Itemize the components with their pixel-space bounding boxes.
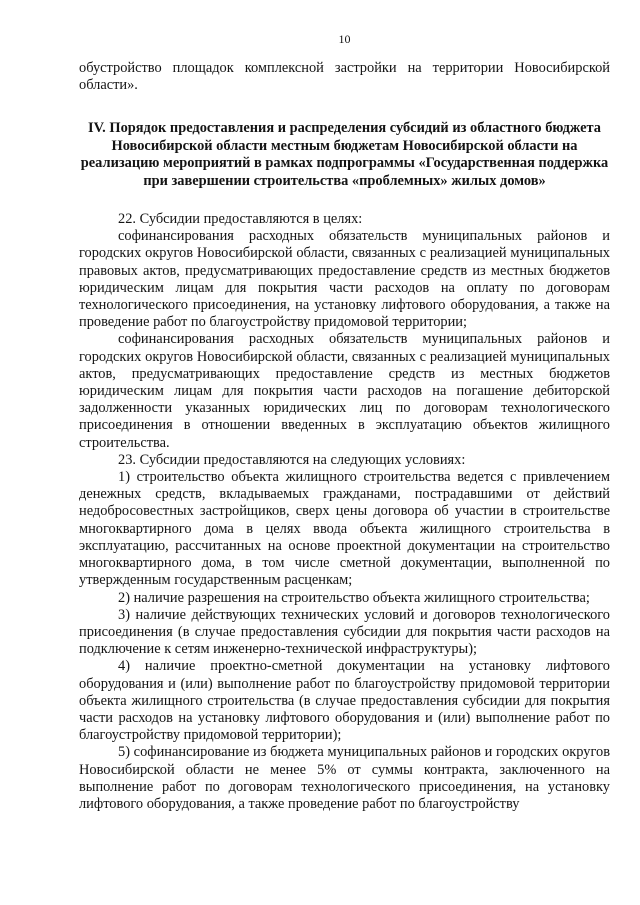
paragraph: 22. Субсидии предоставляются в целях: [118,211,363,228]
paragraph: 1) строительство объекта жилищного строительства ведется с привлечением денежных средств, вкладываемых гражданами, пострадавшими от действий недобросовестных застройщиков, сверх цены договора об участии в строительстве многоквартирного дома в целях ввода объекта жилищного строительства в эксплуатацию, рассчитанных на основе проектной документации на строительство многоквартирного дома, в том числе сметной документации, выполненной по утвержденным государственным расценкам; [79,469,610,589]
paragraph: 5) софинансирование из бюджета муниципальных районов и городских округов Новосибирской области не менее 5% от суммы контракта, заключенного на выполнение работ по договорам технологического присоединения, на установку лифтового оборудования, а также проведение работ по благоустройству [79,744,610,812]
page-number: 10 [338,32,351,46]
paragraph: 4) наличие проектно-сметной документации на установку лифтового оборудования и (или) выполнение работ по благоустройству придомовой территории объекта жилищного строительства (в случае предоставления субсидии для покрытия части расходов на установку лифтового оборудования и (или) выполнение работ по благоустройству придомовой территории); [79,658,610,744]
paragraph: 2) наличие разрешения на строительство объекта жилищного строительства; [118,589,590,606]
paragraph: 3) наличие действующих технических условий и договоров технологического присоединения (в случае предоставления субсидии для покрытия части расходов на подключение к сетям инженерно-технической инфраструктуры); [79,606,610,658]
paragraph: обустройство площадок комплексной застройки на территории Новосибирской области». [79,60,610,94]
paragraph: софинансирования расходных обязательств муниципальных районов и городских округов Новосибирской области, связанных с реализацией муниципальных правовых актов, предусматривающих предоставление средств из местных бюджетов юридическим лицам для покрытия части расходов на оплату по договорам технологического присоединения, на установку лифтового оборудования, а также на проведение работ по благоустройству придомовой территории; [79,228,610,331]
paragraph: 23. Субсидии предоставляются на следующих условиях: [118,451,466,468]
document-page [79,32,610,813]
paragraph: софинансирования расходных обязательств муниципальных районов и городских округов Новосибирской области, связанных с реализацией муниципальных актов, предусматривающих предоставление средств из местных бюджетов юридическим лицам для покрытия части расходов на погашение дебиторской задолженности указанных юридических лиц по договорам технологического присоединения в отношении введенных в эксплуатацию объектов жилищного строительства. [79,331,610,451]
section-heading: IV. Порядок предоставления и распределения субсидий из областного бюджета Новосибирской области местным бюджетам Новосибирской области на реализацию мероприятий в рамках подпрограммы «Государственная поддержка при завершении строительства «проблемных» жилых домов» [80,120,609,189]
